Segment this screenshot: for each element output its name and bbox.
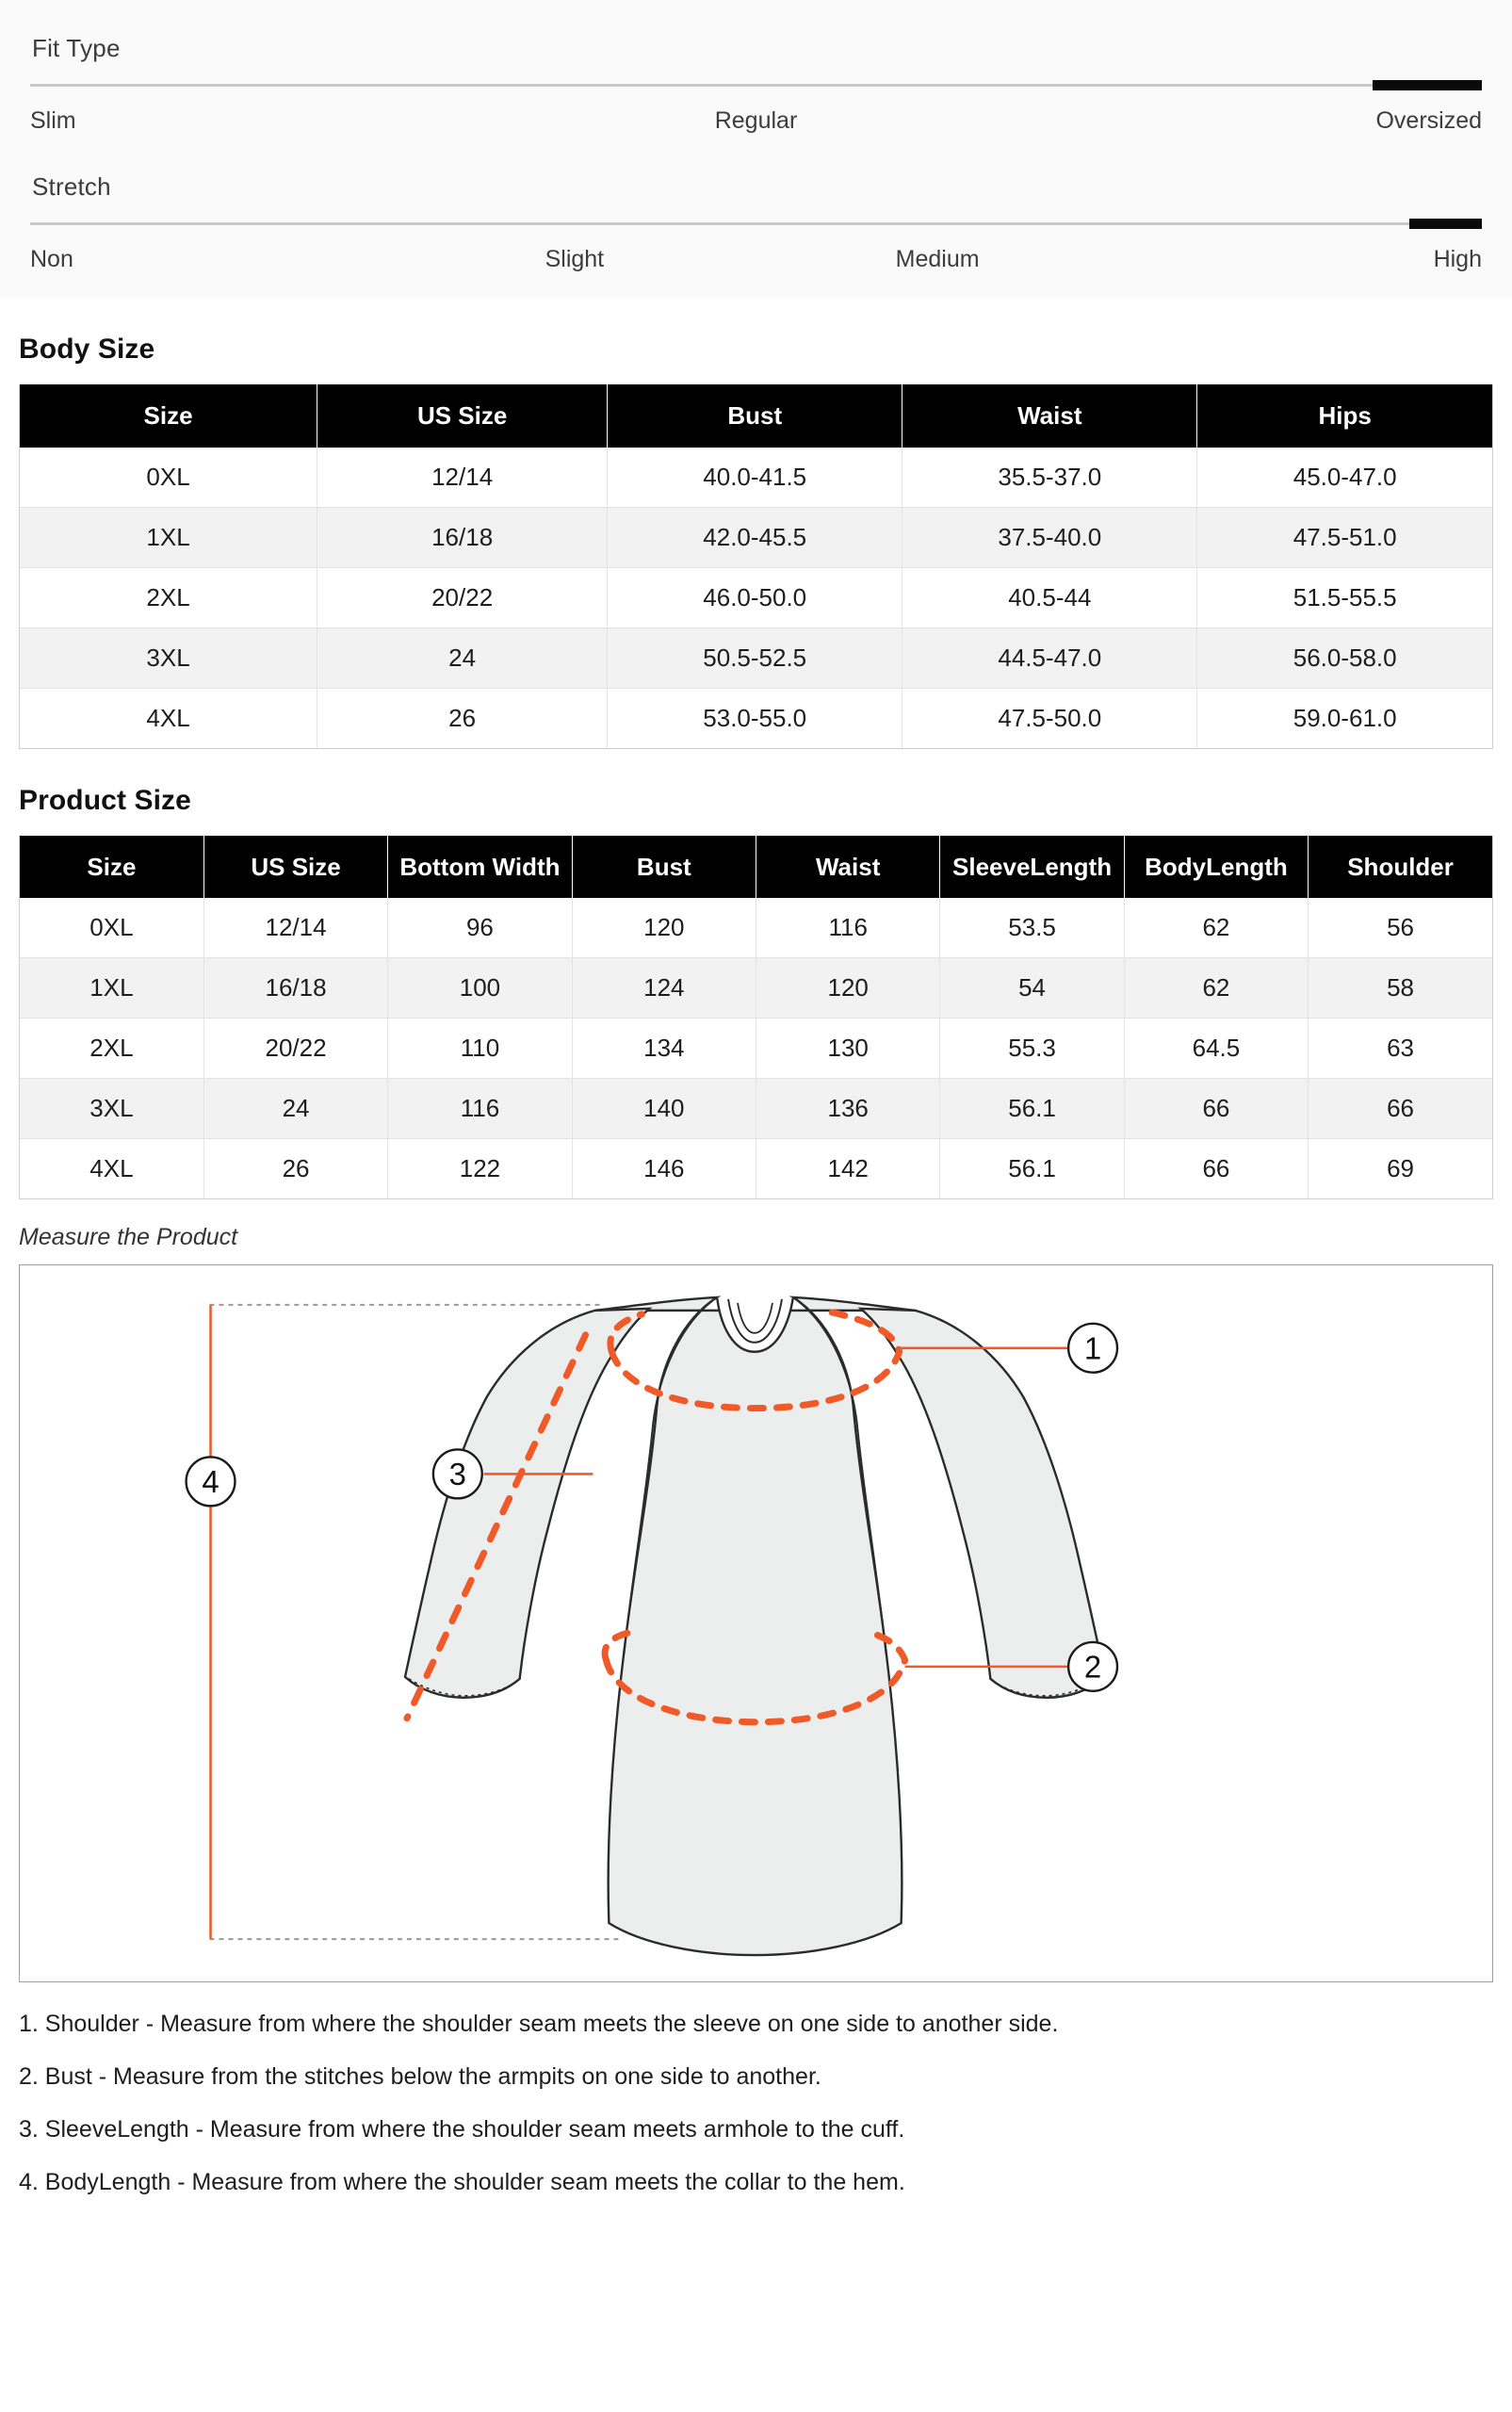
table-cell: 110 xyxy=(388,1019,572,1079)
fit-type-marker[interactable] xyxy=(1373,80,1482,90)
column-header: US Size xyxy=(203,836,387,899)
table-cell: 55.3 xyxy=(940,1019,1124,1079)
product-size-tbody xyxy=(20,898,1492,1198)
garment-torso xyxy=(594,1297,915,1955)
table-cell: 26 xyxy=(203,1139,387,1199)
table-cell: 47.5-50.0 xyxy=(902,688,1197,748)
svg-text:1: 1 xyxy=(1083,1330,1102,1366)
table-cell: 69 xyxy=(1309,1139,1492,1199)
table-cell: 134 xyxy=(572,1019,756,1079)
column-header: Waist xyxy=(756,836,940,899)
measure-caption: Measure the Product xyxy=(19,1224,238,1251)
table-cell: 116 xyxy=(756,898,940,958)
table-cell: 140 xyxy=(572,1079,756,1139)
table-cell: 62 xyxy=(1124,898,1308,958)
column-header: Hips xyxy=(1197,384,1492,448)
column-header: Bust xyxy=(608,384,902,448)
table-cell: 146 xyxy=(572,1139,756,1199)
table-cell: 1XL xyxy=(20,958,203,1019)
stretch-scale-slight: Slight xyxy=(545,246,605,272)
table-cell: 12/14 xyxy=(203,898,387,958)
fit-stretch-panel xyxy=(0,0,1512,298)
table-row xyxy=(20,688,1492,748)
column-header: Bust xyxy=(572,836,756,899)
fit-type-meter xyxy=(30,34,1482,135)
table-cell: 47.5-51.0 xyxy=(1197,507,1492,567)
table-row xyxy=(20,1139,1492,1199)
column-header: US Size xyxy=(317,384,608,448)
table-cell: 54 xyxy=(940,958,1124,1019)
table-cell: 12/14 xyxy=(317,448,608,508)
table-cell: 2XL xyxy=(20,567,317,627)
table-row xyxy=(20,507,1492,567)
table-cell: 142 xyxy=(756,1139,940,1199)
table-cell: 45.0-47.0 xyxy=(1197,448,1492,508)
table-cell: 2XL xyxy=(20,1019,203,1079)
callout-marker-3 xyxy=(433,1450,482,1499)
table-cell: 56.1 xyxy=(940,1139,1124,1199)
table-row xyxy=(20,448,1492,508)
table-cell: 42.0-45.5 xyxy=(608,507,902,567)
table-cell: 56 xyxy=(1309,898,1492,958)
table-cell: 35.5-37.0 xyxy=(902,448,1197,508)
table-cell: 46.0-50.0 xyxy=(608,567,902,627)
column-header: Bottom Width xyxy=(388,836,572,899)
table-row xyxy=(20,898,1492,958)
table-cell: 50.5-52.5 xyxy=(608,627,902,688)
body-size-table xyxy=(20,384,1492,748)
product-size-title: Product Size xyxy=(19,784,191,816)
fit-scale-oversized: Oversized xyxy=(1375,107,1483,134)
body-size-title: Body Size xyxy=(19,334,155,365)
table-row xyxy=(20,1079,1492,1139)
product-size-table xyxy=(20,836,1492,1199)
product-size-thead xyxy=(20,836,1492,899)
measurement-notes xyxy=(19,2009,1493,2198)
table-cell: 66 xyxy=(1124,1079,1308,1139)
table-row xyxy=(20,1019,1492,1079)
table-cell: 4XL xyxy=(20,688,317,748)
table-cell: 3XL xyxy=(20,1079,203,1139)
body-size-thead xyxy=(20,384,1492,448)
measurement-diagram xyxy=(19,1264,1493,1982)
fit-scale-regular: Regular xyxy=(714,107,798,134)
column-header: BodyLength xyxy=(1124,836,1308,899)
table-cell: 4XL xyxy=(20,1139,203,1199)
table-cell: 96 xyxy=(388,898,572,958)
table-cell: 58 xyxy=(1309,958,1492,1019)
table-cell: 122 xyxy=(388,1139,572,1199)
table-cell: 44.5-47.0 xyxy=(902,627,1197,688)
table-cell: 20/22 xyxy=(203,1019,387,1079)
column-header: Waist xyxy=(902,384,1197,448)
table-cell: 63 xyxy=(1309,1019,1492,1079)
table-cell: 130 xyxy=(756,1019,940,1079)
table-cell: 26 xyxy=(317,688,608,748)
table-cell: 120 xyxy=(572,898,756,958)
table-cell: 59.0-61.0 xyxy=(1197,688,1492,748)
note-bust: 2. Bust - Measure from the stitches below the armpits on one side to another. xyxy=(19,2063,821,2091)
stretch-track[interactable] xyxy=(30,222,1482,225)
body-size-tbody xyxy=(20,448,1492,748)
table-cell: 20/22 xyxy=(317,567,608,627)
stretch-scale-non: Non xyxy=(30,246,73,272)
table-cell: 66 xyxy=(1309,1079,1492,1139)
table-cell: 56.0-58.0 xyxy=(1197,627,1492,688)
table-cell: 40.5-44 xyxy=(902,567,1197,627)
table-cell: 16/18 xyxy=(317,507,608,567)
table-cell: 53.5 xyxy=(940,898,1124,958)
note-sleevelength: 3. SleeveLength - Measure from where the shoulder seam meets armhole to the cuff. xyxy=(19,2115,905,2143)
table-cell: 37.5-40.0 xyxy=(902,507,1197,567)
table-cell: 124 xyxy=(572,958,756,1019)
svg-text:3: 3 xyxy=(448,1457,466,1492)
stretch-scale-medium: Medium xyxy=(895,246,980,272)
stretch-meter xyxy=(30,172,1482,273)
table-cell: 0XL xyxy=(20,448,317,508)
table-row xyxy=(20,958,1492,1019)
stretch-marker[interactable] xyxy=(1409,219,1482,229)
table-header-row xyxy=(20,836,1492,899)
fit-type-scale xyxy=(30,107,1482,135)
table-cell: 62 xyxy=(1124,958,1308,1019)
svg-text:4: 4 xyxy=(202,1464,219,1500)
fit-type-track[interactable] xyxy=(30,84,1482,87)
callout-marker-1 xyxy=(1068,1324,1117,1373)
column-header: Size xyxy=(20,836,203,899)
callout-marker-4 xyxy=(187,1458,236,1507)
table-cell: 56.1 xyxy=(940,1079,1124,1139)
garment-diagram-svg xyxy=(20,1265,1492,1981)
table-cell: 116 xyxy=(388,1079,572,1139)
table-cell: 64.5 xyxy=(1124,1019,1308,1079)
table-cell: 100 xyxy=(388,958,572,1019)
stretch-scale xyxy=(30,246,1482,273)
table-cell: 53.0-55.0 xyxy=(608,688,902,748)
fit-type-label: Fit Type xyxy=(32,34,121,62)
table-row xyxy=(20,567,1492,627)
body-size-table-wrap xyxy=(19,384,1493,749)
table-cell: 16/18 xyxy=(203,958,387,1019)
callout-marker-2 xyxy=(1068,1642,1117,1691)
table-cell: 24 xyxy=(203,1079,387,1139)
svg-text:2: 2 xyxy=(1083,1649,1102,1685)
table-cell: 0XL xyxy=(20,898,203,958)
table-cell: 40.0-41.5 xyxy=(608,448,902,508)
table-cell: 51.5-55.5 xyxy=(1197,567,1492,627)
table-cell: 24 xyxy=(317,627,608,688)
table-cell: 66 xyxy=(1124,1139,1308,1199)
table-cell: 3XL xyxy=(20,627,317,688)
table-row xyxy=(20,627,1492,688)
table-header-row xyxy=(20,384,1492,448)
table-cell: 136 xyxy=(756,1079,940,1139)
note-bodylength: 4. BodyLength - Measure from where the shoulder seam meets the collar to the hem. xyxy=(19,2168,905,2195)
note-shoulder: 1. Shoulder - Measure from where the shoulder seam meets the sleeve on one side to another side. xyxy=(19,2011,1059,2038)
table-cell: 1XL xyxy=(20,507,317,567)
stretch-scale-high: High xyxy=(1433,246,1482,272)
column-header: Size xyxy=(20,384,317,448)
column-header: SleeveLength xyxy=(940,836,1124,899)
fit-scale-slim: Slim xyxy=(30,107,76,134)
stretch-label: Stretch xyxy=(32,172,111,201)
column-header: Shoulder xyxy=(1309,836,1492,899)
garment-sleeve-right xyxy=(861,1309,1105,1698)
table-cell: 120 xyxy=(756,958,940,1019)
product-size-table-wrap xyxy=(19,836,1493,1200)
